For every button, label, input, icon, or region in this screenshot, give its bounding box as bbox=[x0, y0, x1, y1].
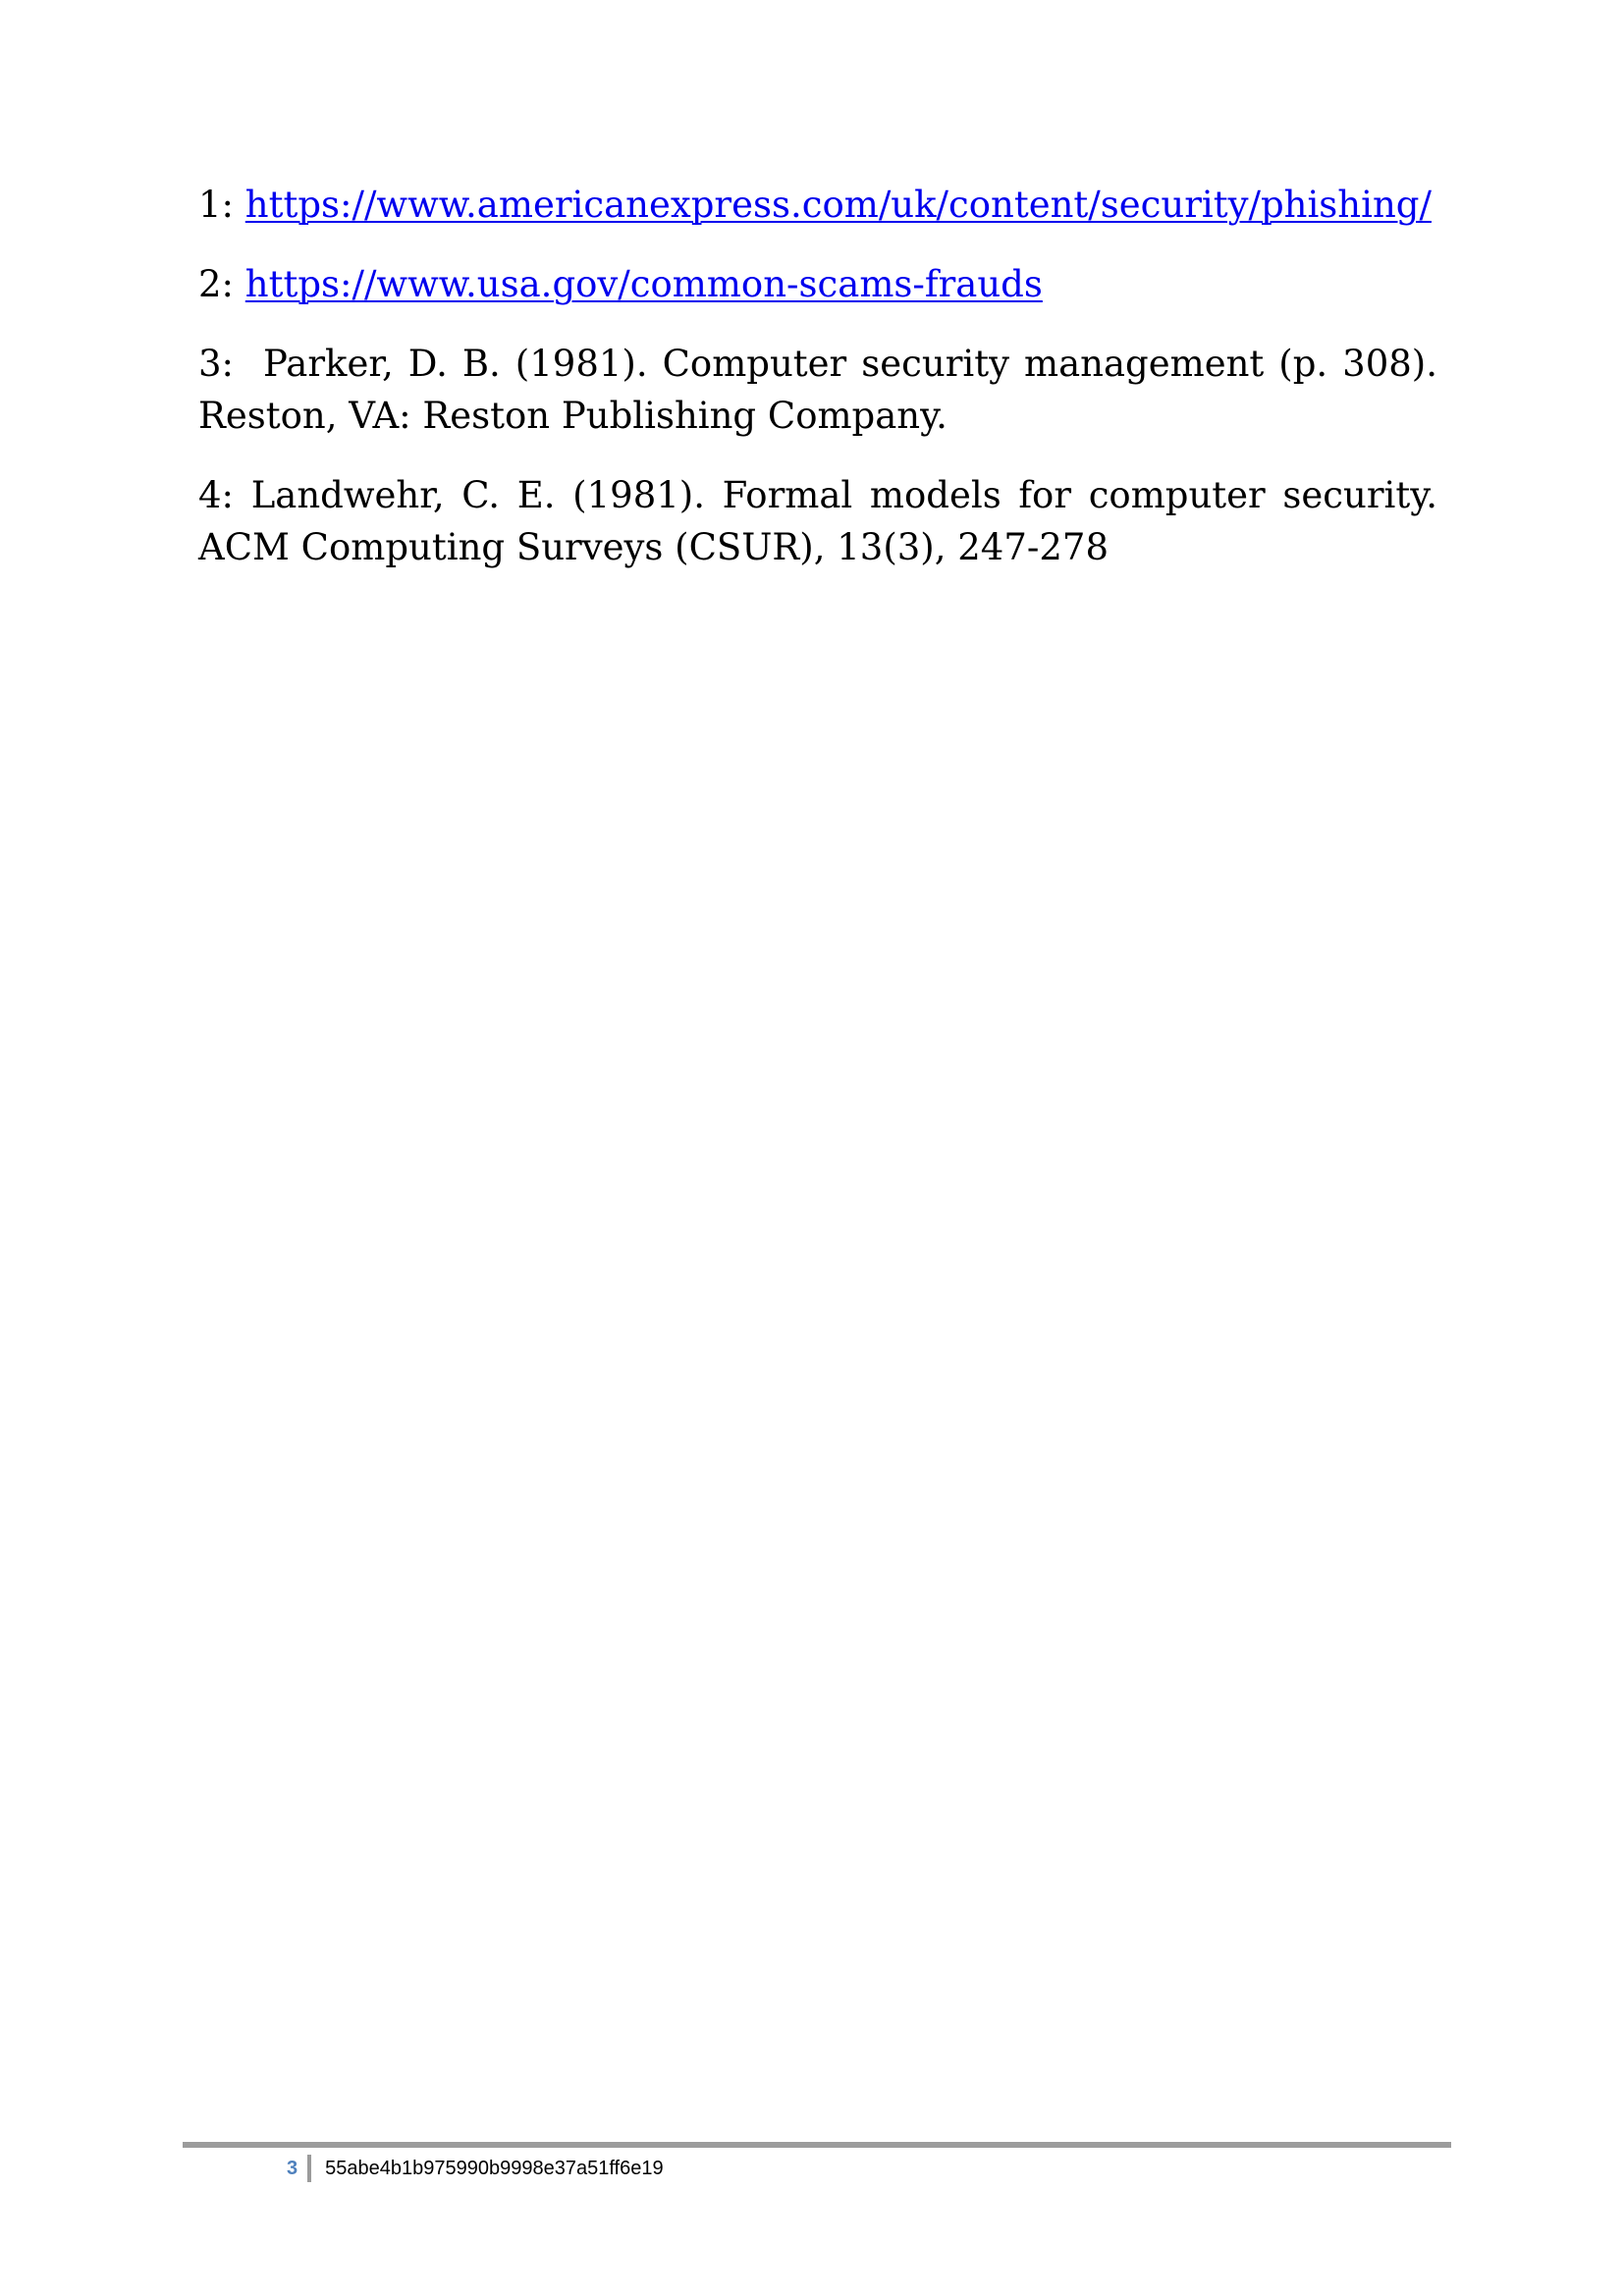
page-footer bbox=[287, 2154, 664, 2183]
reference-item-2 bbox=[198, 258, 1437, 310]
document-id: 55abe4b1b975990b9998e37a51ff6e19 bbox=[325, 2157, 664, 2179]
reference-item-3 bbox=[198, 338, 1437, 442]
footer-separator bbox=[307, 2155, 311, 2182]
reference-link-amex[interactable]: https://www.americanexpress.com/uk/content/security/phishing/ bbox=[244, 184, 1432, 226]
reference-number: 4: bbox=[198, 474, 235, 516]
reference-number: 1: bbox=[198, 184, 235, 226]
reference-text: Landwehr, C. E. (1981). Formal models for computer security. ACM Computing Surveys (CSUR), 13(3), 247-278 bbox=[198, 474, 1438, 568]
reference-item-4 bbox=[198, 469, 1437, 573]
reference-text: Parker, D. B. (1981). Computer security management (p. 308). Reston, VA: Reston Publishing Company. bbox=[198, 343, 1438, 437]
footer-divider bbox=[183, 2142, 1451, 2148]
reference-link-usagov[interactable]: https://www.usa.gov/common-scams-frauds bbox=[244, 263, 1043, 305]
reference-list bbox=[198, 179, 1437, 601]
reference-number: 2: bbox=[198, 263, 235, 305]
reference-number: 3: bbox=[198, 343, 235, 385]
page-number: 3 bbox=[287, 2157, 298, 2179]
reference-item-1 bbox=[198, 179, 1437, 231]
